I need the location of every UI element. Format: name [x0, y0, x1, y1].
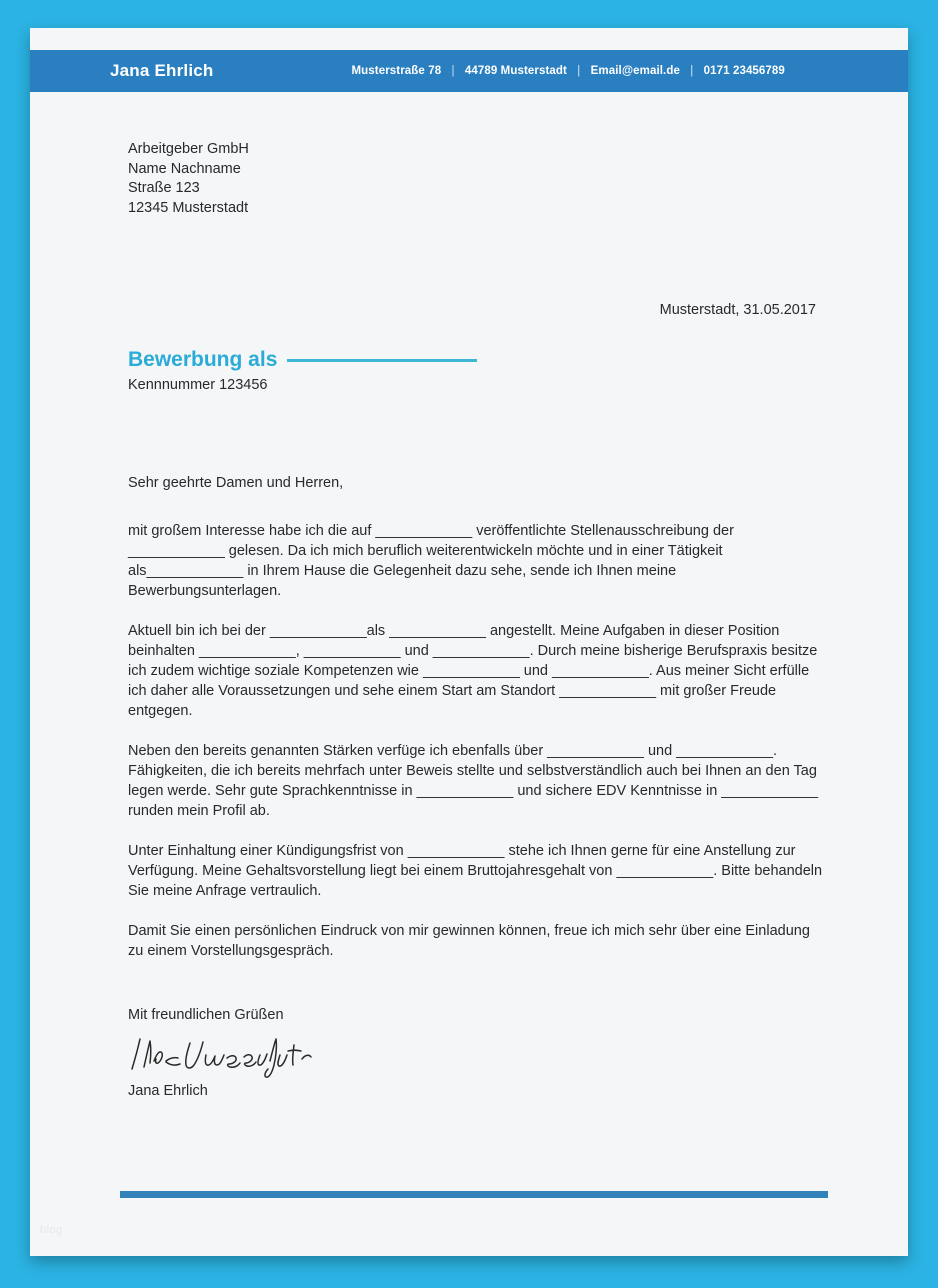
letterhead-sender-name: Jana Ehrlich — [110, 61, 214, 80]
body-paragraph: Unter Einhaltung einer Kündigungsfrist von ____________ stehe ich Ihnen gerne für eine Anstellung zur Verfügung. Meine Gehaltsvorstellung liegt bei einem Bruttojahresgehalt von ____________. Bitte behandeln Sie meine Anfrage vertraulich. — [128, 843, 823, 899]
recipient-address-block — [128, 140, 828, 218]
body-paragraph: Neben den bereits genannten Stärken verfüge ich ebenfalls über ____________ und ____________. Fähigkeiten, die ich bereits mehrfach unter Beweis stellte und selbstverständlich auch bei Ihnen an den Tag legen werde. Sehr gute Sprachkenntnisse in ____________ und sichere EDV Kenntnisse in ____________ runden mein Profil ab. — [128, 743, 819, 819]
letterhead-bar — [30, 50, 908, 92]
recipient-line: Arbeitgeber GmbH — [128, 141, 249, 157]
footer-accent-bar — [120, 1191, 828, 1198]
signature-typed-name: Jana Ehrlich — [128, 1083, 208, 1099]
handwritten-signature-icon — [128, 1031, 318, 1083]
letterhead-top-strip — [30, 28, 908, 50]
contact-phone: 0171 23456789 — [703, 65, 785, 77]
body-paragraph: mit großem Interesse habe ich die auf ____________ veröffentlichte Stellenausschreibung der ____________ gelesen. Da ich mich beruflich weiterentwickeln möchte und in einer Tätigkeit als____________ in Ihrem Hause die Gelegenheit dazu sehe, sende ich Ihnen meine Bewerbungsunterlagen. — [128, 523, 734, 599]
signature-area — [128, 1031, 828, 1081]
subject-fill-in-rule — [287, 359, 477, 362]
recipient-line: 12345 Musterstadt — [128, 199, 249, 216]
contact-separator-2: | — [577, 65, 581, 77]
subject-title: Bewerbung als — [128, 348, 278, 371]
closing-salutation: Mit freundlichen Grüßen — [128, 1007, 284, 1023]
watermark: blog — [40, 1224, 63, 1236]
letter-body — [128, 120, 828, 1099]
letterhead-contact-info — [352, 65, 785, 77]
letter-page — [30, 28, 908, 1256]
contact-street: Musterstraße 78 — [351, 65, 442, 77]
salutation: Sehr geehrte Damen und Herren, — [128, 475, 344, 491]
recipient-line: Name Nachname — [128, 160, 241, 177]
body-paragraph: Aktuell bin ich bei der ____________als ____________ angestellt. Meine Aufgaben in dieser Position beinhalten ____________, ____________ und ____________. Durch meine bisherige Berufspraxis besitze ich zudem wichtige soziale Kompetenzen wie ____________ und ____________. Aus meiner Sicht erfülle ich daher alle Voraussetzungen und sehe einem Start am Standort ____________ mit großer Freude entgegen. — [128, 623, 818, 719]
recipient-line: Straße 123 — [128, 180, 200, 196]
contact-separator-3: | — [690, 65, 694, 77]
body-paragraph: Damit Sie einen persönlichen Eindruck von mir gewinnen können, freue ich mich sehr über eine Einladung zu einem Vorstellungsgespräch. — [128, 923, 810, 959]
contact-city: 44789 Musterstadt — [464, 65, 567, 77]
subject-reference-number: Kennnummer 123456 — [128, 377, 268, 393]
contact-email: Email@email.de — [590, 65, 680, 77]
date-line: Musterstadt, 31.05.2017 — [659, 302, 816, 318]
subject-heading — [128, 348, 828, 372]
contact-separator-1: | — [451, 65, 455, 77]
